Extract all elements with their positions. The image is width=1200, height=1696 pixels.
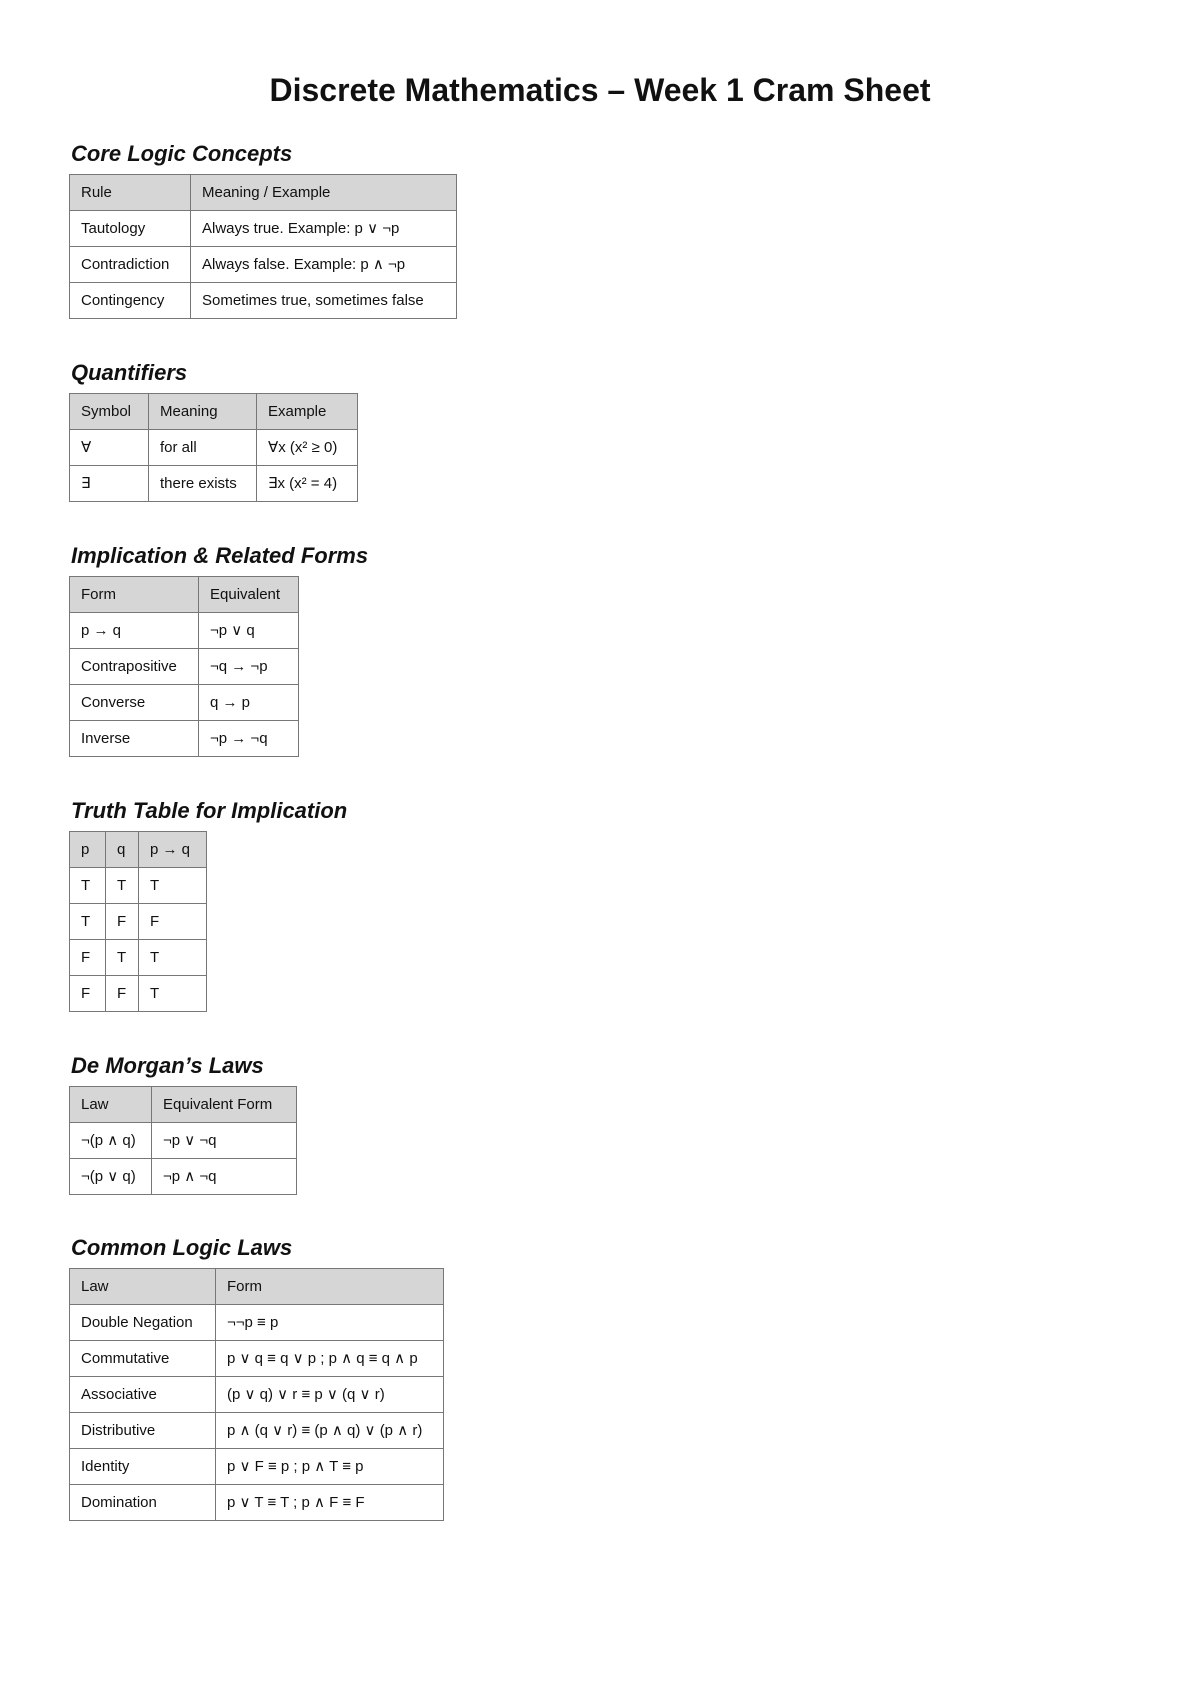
section-heading: Common Logic Laws [71, 1235, 293, 1260]
table-row [70, 1159, 297, 1195]
de-morgans-table [69, 1086, 297, 1195]
column-header: p [70, 832, 106, 868]
table-cell: ¬(p ∧ q) [70, 1123, 152, 1159]
table-row [70, 211, 457, 247]
section-heading: Truth Table for Implication [71, 798, 348, 823]
table-row [70, 649, 299, 685]
table-cell: Always true. Example: p ∨ ¬p [191, 211, 457, 247]
core-logic-table [69, 174, 457, 319]
table-cell: T [70, 904, 106, 940]
table-cell: there exists [149, 466, 257, 502]
table-cell: for all [149, 430, 257, 466]
table-cell: T [139, 940, 207, 976]
table-row [70, 283, 457, 319]
table-cell: Double Negation [70, 1305, 216, 1341]
section-implication-forms [69, 542, 368, 757]
section-heading: Quantifiers [71, 360, 188, 385]
implication-forms-table [69, 576, 299, 757]
section-core-logic-concepts [69, 140, 457, 319]
table-row [70, 247, 457, 283]
column-header: Equivalent [199, 577, 299, 613]
table-cell: p ∨ F ≡ p ; p ∧ T ≡ p [216, 1449, 444, 1485]
table-cell: Contingency [70, 283, 191, 319]
column-header: Rule [70, 175, 191, 211]
table-cell: F [139, 904, 207, 940]
table-cell: Identity [70, 1449, 216, 1485]
column-header: Example [257, 394, 358, 430]
table-row [70, 1413, 444, 1449]
table-cell: F [106, 976, 139, 1012]
table-cell: ¬p ∧ ¬q [152, 1159, 297, 1195]
section-de-morgans-laws [69, 1052, 297, 1195]
table-cell: Distributive [70, 1413, 216, 1449]
table-row [70, 904, 207, 940]
table-header-row [70, 175, 457, 211]
section-heading: Core Logic Concepts [71, 141, 293, 166]
table-header-row [70, 832, 207, 868]
table-row [70, 1377, 444, 1413]
table-cell: (p ∨ q) ∨ r ≡ p ∨ (q ∨ r) [216, 1377, 444, 1413]
table-row [70, 1305, 444, 1341]
table-header-row [70, 1269, 444, 1305]
table-cell: ¬¬p ≡ p [216, 1305, 444, 1341]
table-row [70, 1485, 444, 1521]
table-cell: Inverse [70, 721, 199, 757]
section-quantifiers [69, 359, 358, 502]
column-header: Form [70, 577, 199, 613]
table-row [70, 466, 358, 502]
table-cell: T [139, 868, 207, 904]
table-row [70, 721, 299, 757]
section-heading: De Morgan’s Laws [71, 1053, 264, 1078]
column-header: p → q [139, 832, 207, 868]
table-cell: F [70, 976, 106, 1012]
table-cell: Domination [70, 1485, 216, 1521]
common-logic-laws-table [69, 1268, 444, 1521]
table-cell: Contrapositive [70, 649, 199, 685]
table-cell: ¬p ∨ q [199, 613, 299, 649]
table-cell: Converse [70, 685, 199, 721]
table-row [70, 940, 207, 976]
section-common-logic-laws [69, 1234, 444, 1521]
table-cell: p ∨ T ≡ T ; p ∧ F ≡ F [216, 1485, 444, 1521]
table-cell: T [139, 976, 207, 1012]
table-cell: T [106, 868, 139, 904]
table-cell: Always false. Example: p ∧ ¬p [191, 247, 457, 283]
table-row [70, 430, 358, 466]
table-row [70, 613, 299, 649]
table-cell: T [70, 868, 106, 904]
table-cell: ¬q → ¬p [199, 649, 299, 685]
table-cell: ∀ [70, 430, 149, 466]
column-header: Meaning / Example [191, 175, 457, 211]
table-header-row [70, 394, 358, 430]
table-cell: p ∧ (q ∨ r) ≡ (p ∧ q) ∨ (p ∧ r) [216, 1413, 444, 1449]
table-row [70, 868, 207, 904]
column-header: Law [70, 1269, 216, 1305]
column-header: Form [216, 1269, 444, 1305]
table-cell: ∃x (x² = 4) [257, 466, 358, 502]
table-cell: ¬(p ∨ q) [70, 1159, 152, 1195]
table-row [70, 976, 207, 1012]
table-row [70, 685, 299, 721]
table-row [70, 1123, 297, 1159]
section-truth-table [69, 797, 347, 1012]
table-header-row [70, 1087, 297, 1123]
table-row [70, 1341, 444, 1377]
column-header: Meaning [149, 394, 257, 430]
page-title: Discrete Mathematics – Week 1 Cram Sheet [269, 72, 931, 108]
table-header-row [70, 577, 299, 613]
table-cell: q → p [199, 685, 299, 721]
column-header: Equivalent Form [152, 1087, 297, 1123]
truth-table [69, 831, 207, 1012]
table-cell: p → q [70, 613, 199, 649]
table-cell: ∃ [70, 466, 149, 502]
column-header: Law [70, 1087, 152, 1123]
table-cell: Sometimes true, sometimes false [191, 283, 457, 319]
table-cell: ¬p ∨ ¬q [152, 1123, 297, 1159]
table-cell: Tautology [70, 211, 191, 247]
table-cell: F [106, 904, 139, 940]
table-cell: T [106, 940, 139, 976]
table-cell: ∀x (x² ≥ 0) [257, 430, 358, 466]
section-heading: Implication & Related Forms [71, 543, 369, 568]
quantifiers-table [69, 393, 358, 502]
column-header: Symbol [70, 394, 149, 430]
table-row [70, 1449, 444, 1485]
table-cell: Contradiction [70, 247, 191, 283]
column-header: q [106, 832, 139, 868]
table-cell: ¬p → ¬q [199, 721, 299, 757]
table-cell: p ∨ q ≡ q ∨ p ; p ∧ q ≡ q ∧ p [216, 1341, 444, 1377]
table-cell: Associative [70, 1377, 216, 1413]
table-cell: F [70, 940, 106, 976]
table-cell: Commutative [70, 1341, 216, 1377]
